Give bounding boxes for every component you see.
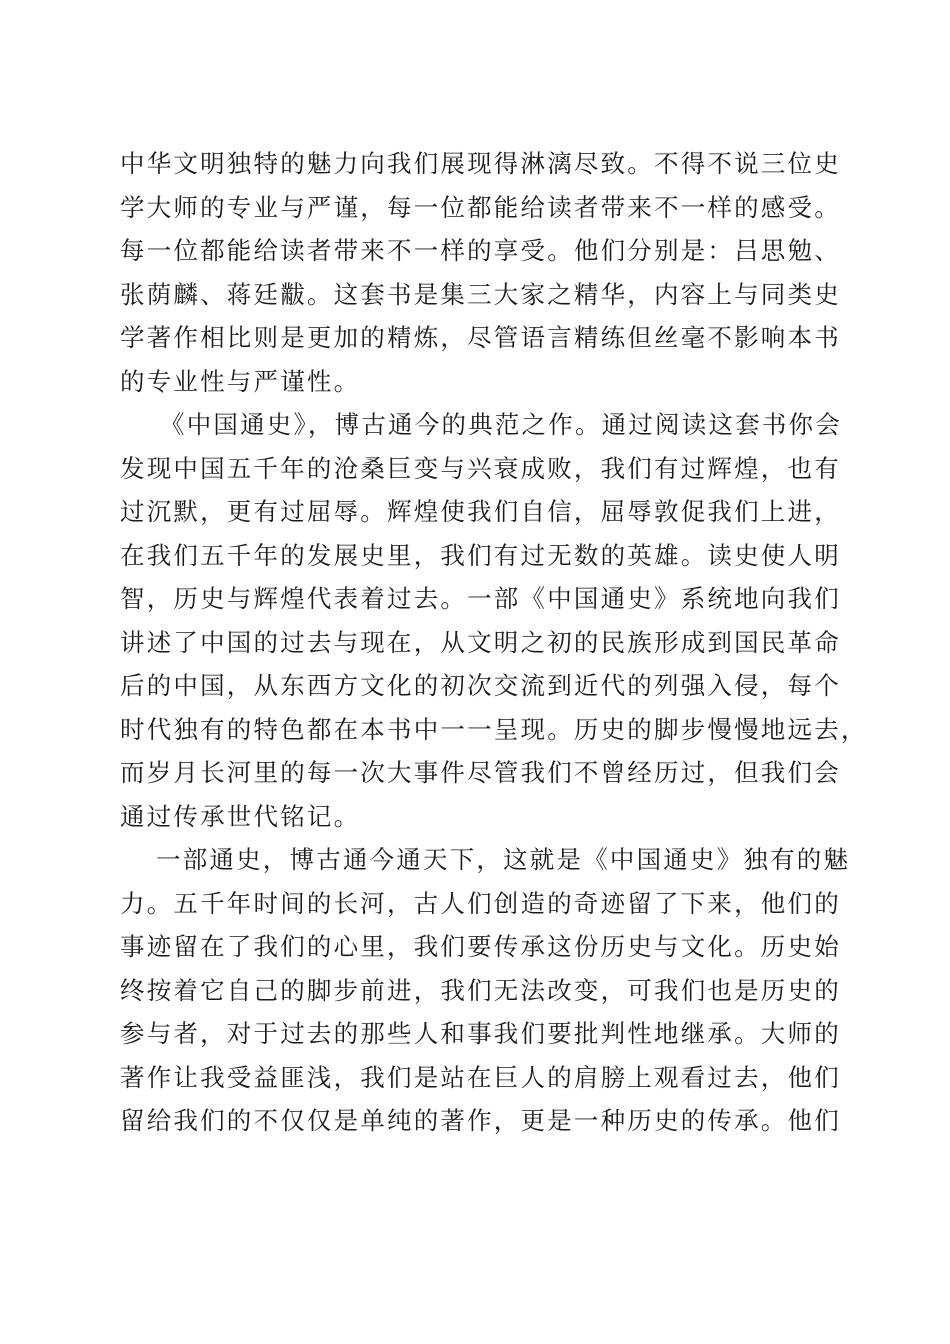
text-line: 学大师的专业与严谨，每一位都能给读者带来不一样的感受。 bbox=[120, 192, 841, 222]
text-line: 后的中国，从东西方文化的初次交流到近代的列强入侵，每个 bbox=[120, 671, 841, 700]
paragraph-1 bbox=[120, 142, 841, 403]
text-line: 学著作相比则是更加的精炼，尽管语言精练但丝毫不影响本书 bbox=[120, 323, 841, 352]
text-line: 时代独有的特色都在本书中一一呈现。历史的脚步慢慢地远去， bbox=[120, 714, 868, 744]
text-line: 一部通史，博古通今通天下，这就是《中国通史》独有的魅 bbox=[156, 845, 851, 874]
paragraph-3 bbox=[120, 838, 851, 1143]
text-line: 事迹留在了我们的心里，我们要传承这份历史与文化。历史始 bbox=[120, 932, 841, 961]
text-line: 在我们五千年的发展史里，我们有过无数的英雄。读史使人明 bbox=[120, 540, 841, 570]
text-line: 过沉默，更有过屈辱。辉煌使我们自信，屈辱敦促我们上进， bbox=[120, 497, 841, 526]
text-line: 力。五千年时间的长河，古人们创造的奇迹留了下来，他们的 bbox=[120, 888, 841, 918]
text-line: 的专业性与严谨性。 bbox=[120, 366, 361, 396]
text-line: 参与者，对于过去的那些人和事我们要批判性地继承。大师的 bbox=[120, 1019, 841, 1048]
text-line: 留给我们的不仅仅是单纯的著作，更是一种历史的传承。他们 bbox=[120, 1106, 841, 1135]
text-line: 每一位都能给读者带来不一样的享受。他们分别是：吕思勉、 bbox=[120, 236, 841, 265]
text-line: 著作让我受益匪浅，我们是站在巨人的肩膀上观看过去，他们 bbox=[120, 1062, 841, 1092]
text-line: 讲述了中国的过去与现在，从文明之初的民族形成到国民革命 bbox=[120, 627, 841, 657]
paragraph-2 bbox=[120, 403, 868, 838]
document-body bbox=[120, 142, 868, 1143]
text-line: 而岁月长河里的每一次大事件尽管我们不曾经历过，但我们会 bbox=[120, 758, 841, 787]
text-line: 《中国通史》，博古通今的典范之作。通过阅读这套书你会 bbox=[160, 410, 842, 439]
text-line: 中华文明独特的魅力向我们展现得淋漓尽致。不得不说三位史 bbox=[120, 149, 841, 178]
text-line: 智，历史与辉煌代表着过去。一部《中国通史》系统地向我们 bbox=[120, 584, 841, 613]
text-line: 张荫麟、蒋廷黻。这套书是集三大家之精华，内容上与同类史 bbox=[120, 279, 841, 309]
text-line: 发现中国五千年的沧桑巨变与兴衰成败，我们有过辉煌，也有 bbox=[120, 453, 841, 483]
text-line: 终按着它自己的脚步前进，我们无法改变，可我们也是历史的 bbox=[120, 975, 841, 1005]
text-line: 通过传承世代铭记。 bbox=[120, 801, 361, 831]
